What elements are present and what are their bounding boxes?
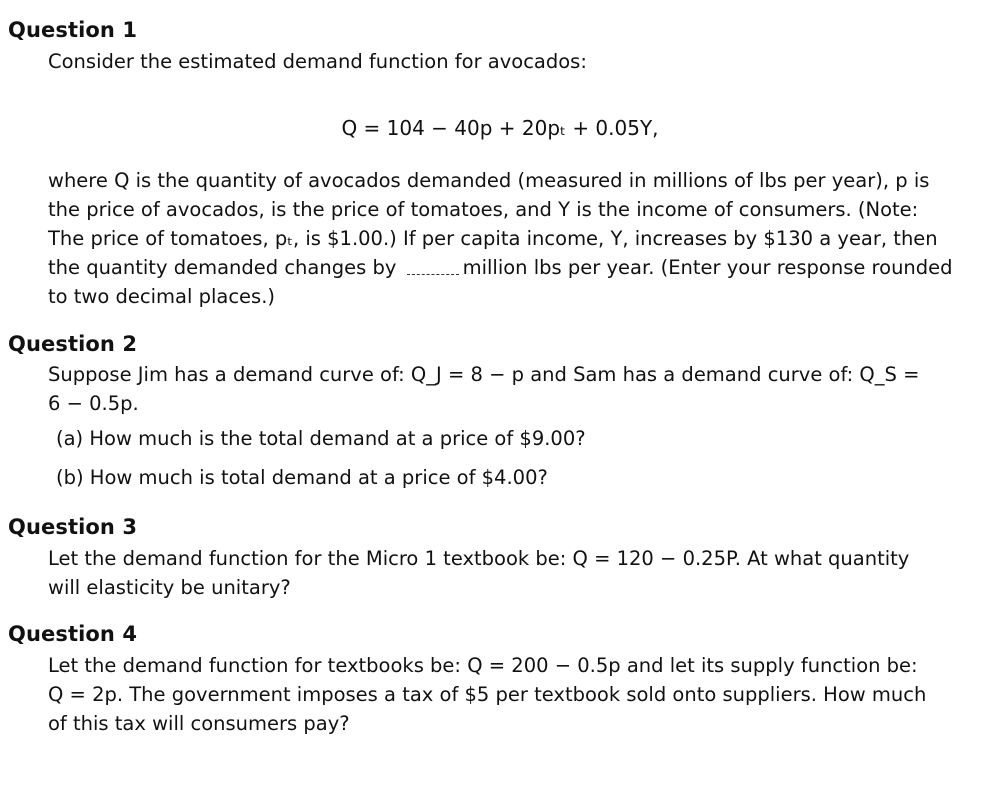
- question-4-body: [48, 651, 941, 738]
- question-2-part-b: (b) How much is total demand at a price of $4.00?: [56, 466, 548, 489]
- question-1-equation: Q = 104 − 40p + 20pₜ + 0.05Y,: [341, 116, 659, 140]
- question-2-part-a: (a) How much is the total demand at a price of $9.00?: [56, 427, 586, 450]
- question-4-line-1: Let the demand function for textbooks be: Q = 200 − 0.5p and let its supply function be:: [48, 654, 918, 677]
- question-2-body: [48, 360, 941, 418]
- question-1-line-4b: million lbs per year. (Enter your response rounded: [462, 256, 953, 279]
- question-1-intro-text: Consider the estimated demand function for avocados:: [48, 50, 587, 73]
- question-1-title: Question 1: [8, 18, 138, 42]
- question-4-line-3: of this tax will consumers pay?: [48, 712, 350, 735]
- question-1-line-5: to two decimal places.): [48, 285, 276, 308]
- question-4-title: Question 4: [8, 622, 138, 646]
- question-3-body: [48, 544, 941, 602]
- answer-blank[interactable]: [407, 260, 459, 275]
- question-3-title: Question 3: [8, 515, 138, 539]
- question-2-line-2: 6 − 0.5p.: [48, 392, 139, 415]
- question-1-line-4: [48, 253, 953, 282]
- question-4-line-2: Q = 2p. The government imposes a tax of $5 per textbook sold onto suppliers. How much: [48, 683, 927, 706]
- question-2-title: Question 2: [8, 332, 138, 356]
- question-2-line-1: Suppose Jim has a demand curve of: Q_J = 8 − p and Sam has a demand curve of: Q_S =: [48, 363, 920, 386]
- question-3-line-2: will elasticity be unitary?: [48, 576, 291, 599]
- question-1-line-1: where Q is the quantity of avocados demanded (measured in millions of lbs per year), p is: [48, 169, 930, 192]
- question-1-line-2: the price of avocados, is the price of tomatoes, and Y is the income of consumers. (Note:: [48, 198, 919, 221]
- question-1-intro: [48, 47, 941, 76]
- question-1-line-4a: the quantity demanded changes by: [48, 256, 397, 279]
- question-1-body: [48, 166, 953, 311]
- question-1-line-3: The price of tomatoes, pₜ, is $1.00.) If per capita income, Y, increases by $130 a year, then: [48, 227, 938, 250]
- question-3-line-1: Let the demand function for the Micro 1 textbook be: Q = 120 − 0.25P. At what quantity: [48, 547, 910, 570]
